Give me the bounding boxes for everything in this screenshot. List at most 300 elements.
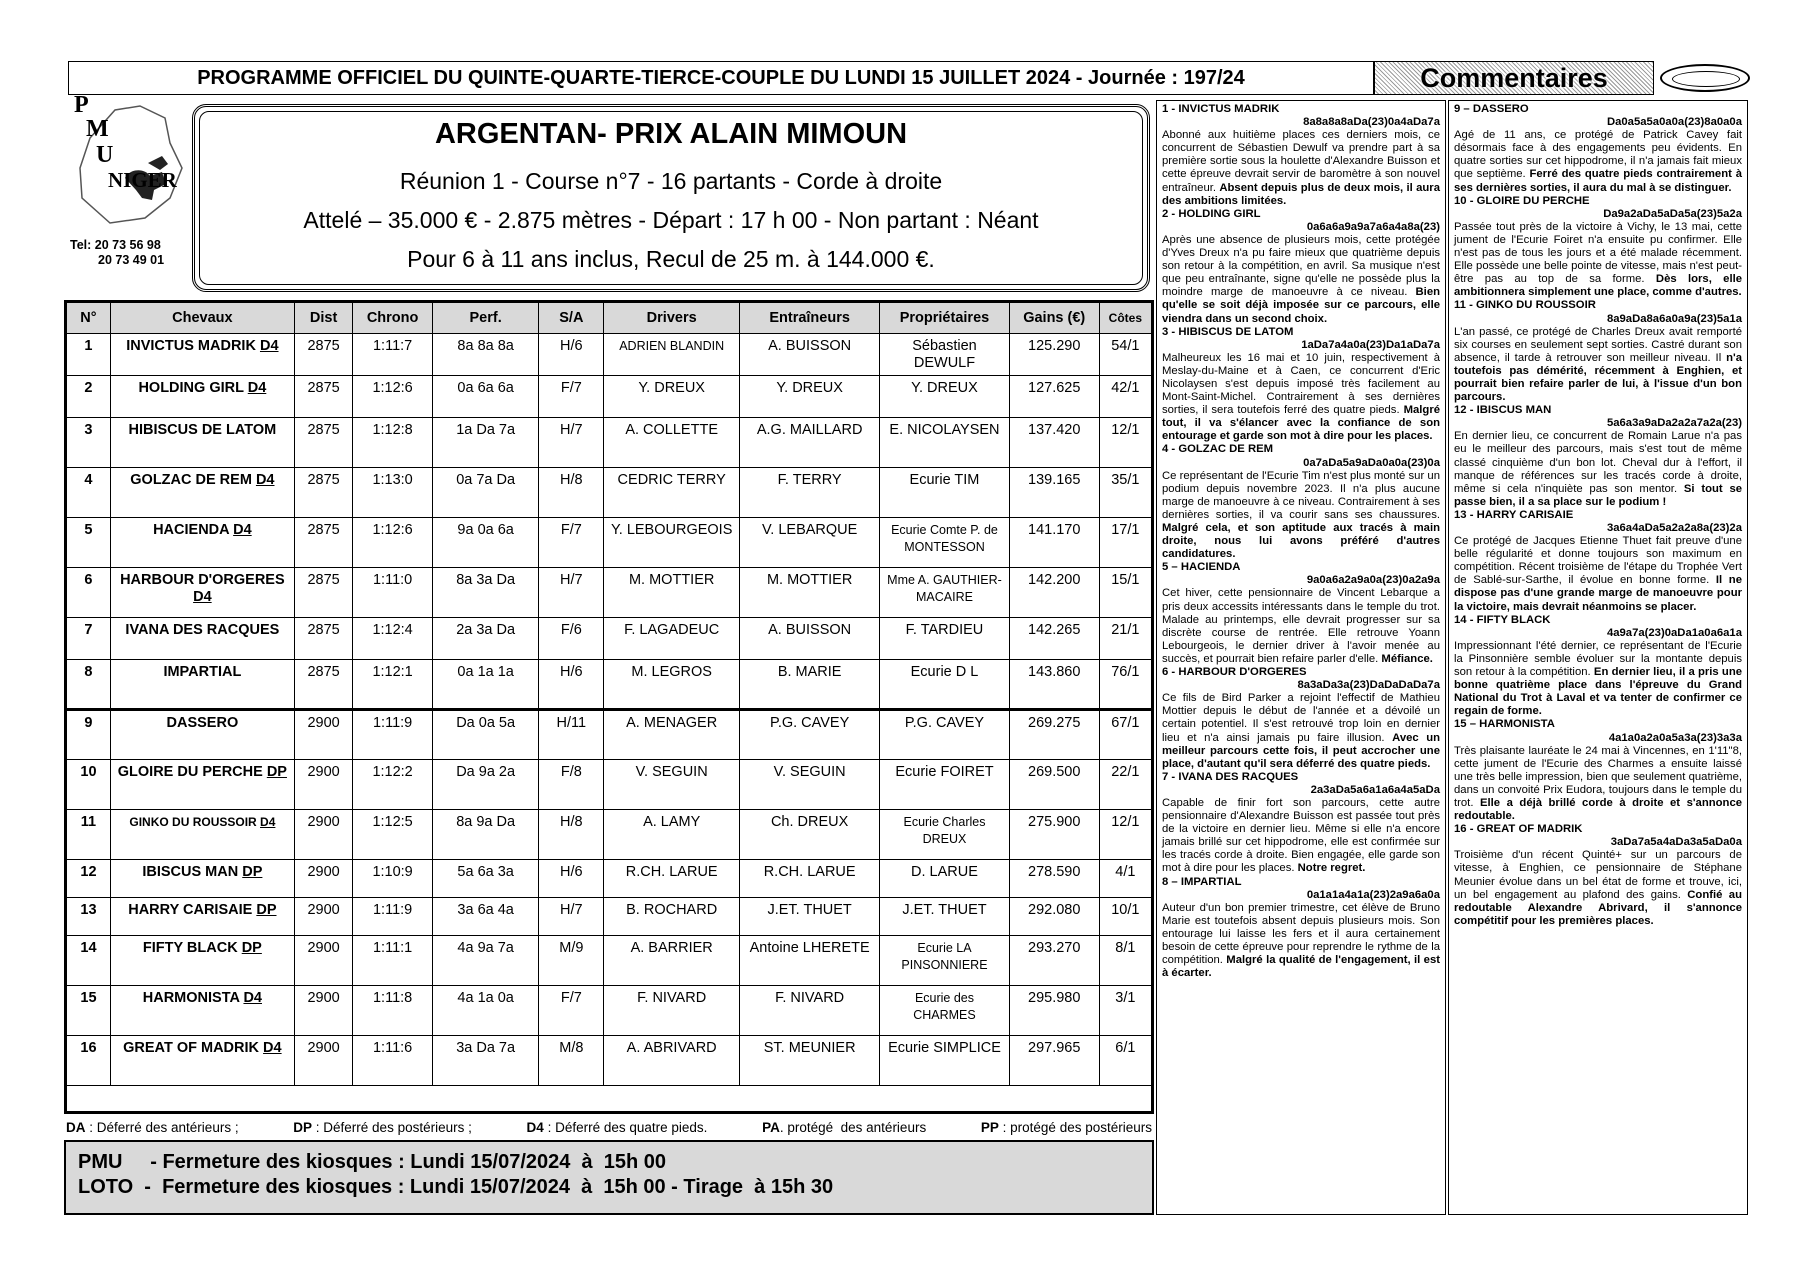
cell-horse — [110, 618, 294, 660]
cell-owner: Ecurie TIM — [880, 468, 1010, 518]
legend-code: PA — [762, 1120, 780, 1135]
comment-body — [1162, 470, 1440, 562]
cell-chrono: 1:11:9 — [353, 710, 432, 760]
comment-form-code: 0a7aDa5a9aDa0a0a(23)0a — [1303, 456, 1440, 469]
cell-perf: 4a 1a 0a — [432, 986, 539, 1036]
comment-text: Impressionnant l'été dernier, ce représentant de l'Ecurie la Pinsonnière semble évoluer sur la montante depuis son retour à la compétition. — [1454, 639, 1742, 679]
horse-name: INVICTUS MADRIK — [126, 338, 256, 354]
cell-dist: 2900 — [294, 1036, 353, 1086]
horse-name: GINKO DU ROUSSOIR — [129, 815, 257, 829]
cell-sa: H/6 — [539, 860, 604, 898]
cell-sa: F/6 — [539, 618, 604, 660]
contact-phones — [70, 238, 190, 268]
comment-verdict: Confié au redoutable Alexandre Abrivard, il s'annonce compétitif pour les premières places. — [1454, 888, 1742, 927]
horse-name: IMPARTIAL — [163, 664, 242, 680]
phone-1: Tel: 20 73 56 98 — [70, 238, 161, 252]
cell-num: 8 — [67, 660, 111, 710]
comment-item — [1454, 509, 1742, 614]
cell-dist: 2875 — [294, 568, 353, 618]
comment-body — [1162, 902, 1440, 981]
table-row — [67, 568, 1152, 618]
cell-chrono: 1:11:8 — [353, 986, 432, 1036]
cell-num: 10 — [67, 760, 111, 810]
comment-form-code: 0a1a1a4a1a(23)2a9a6a0a — [1306, 888, 1440, 901]
cell-owner: E. NICOLAYSEN — [880, 418, 1010, 468]
cell-sa: F/8 — [539, 760, 604, 810]
cell-driver: A. BARRIER — [604, 936, 740, 986]
comment-item — [1162, 771, 1440, 876]
comments-column-1 — [1156, 100, 1446, 1215]
shoeing-tag: D4 — [193, 589, 212, 605]
cell-num: 4 — [67, 468, 111, 518]
cell-chrono: 1:10:9 — [353, 860, 432, 898]
cell-gains: 275.900 — [1009, 810, 1099, 860]
cell-horse — [110, 986, 294, 1036]
logo-letter-u: U — [96, 142, 114, 168]
legend-text: : protégé des postérieurs — [998, 1120, 1152, 1135]
col-header-trainers: Entraîneurs — [740, 303, 880, 334]
comment-text: Agé de 11 ans, ce protégé de Patrick Cavey fait désormais face à des engagements peu évidents. En quatre sorties sur cet hippodrome, il n'a jamais fait mieux que septième. — [1454, 129, 1742, 181]
cell-trainer: P.G. CAVEY — [740, 710, 880, 760]
cell-perf: 1a Da 7a — [432, 418, 539, 468]
comment-verdict: Il ne dispose pas d'une grande marge de manoeuvre pour la victoire, mais devrait néanmoins se placer. — [1454, 574, 1742, 613]
cell-num: 13 — [67, 898, 111, 936]
cell-chrono: 1:11:1 — [353, 936, 432, 986]
comment-verdict: En dernier lieu, il a pris une bonne quatrième place dans l'épreuve du Grand National du Trot à Laval et va tenter de confirmer ce regain de forme. — [1454, 666, 1743, 718]
legend-item — [981, 1120, 1152, 1135]
cell-odds: 76/1 — [1099, 660, 1151, 710]
cell-num: 7 — [67, 618, 111, 660]
cell-perf: 8a 8a 8a — [432, 334, 539, 376]
legend-code: D4 — [526, 1120, 544, 1135]
cell-driver: V. SEGUIN — [604, 760, 740, 810]
cell-chrono: 1:12:6 — [353, 518, 432, 568]
cell-odds: 12/1 — [1099, 418, 1151, 468]
race-title: ARGENTAN- PRIX ALAIN MIMOUN — [434, 118, 908, 150]
comment-item — [1454, 103, 1742, 195]
comment-text: Capable de finir fort son parcours, cette autre pensionnaire d'Alexandre Buisson est passée tout près de la victoire en dernier lieu. Même si elle n'a encore jamais brillé sur cet hippodrome, elle est confirmée sur les tracés corde à droite. Bien engagée, elle garde son mot à dire pour les places. — [1162, 796, 1440, 875]
cell-driver: ADRIEN BLANDIN — [604, 334, 740, 376]
cell-gains: 278.590 — [1009, 860, 1099, 898]
cell-gains: 297.965 — [1009, 1036, 1099, 1086]
cell-owner: Ecurie SIMPLICE — [880, 1036, 1010, 1086]
table-row — [67, 1036, 1152, 1086]
horse-name: IVANA DES RACQUES — [125, 622, 280, 638]
cell-driver: CEDRIC TERRY — [604, 468, 740, 518]
table-row — [67, 418, 1152, 468]
comment-horse-name: 10 - GLOIRE DU PERCHE — [1454, 194, 1590, 207]
cell-odds: 17/1 — [1099, 518, 1151, 568]
comment-form-code: 1aDa7a4a0a(23)Da1aDa7a — [1301, 338, 1440, 351]
race-line-3: Pour 6 à 11 ans inclus, Recul de 25 m. à 144.000 €. — [407, 246, 935, 272]
shoeing-tag: DP — [266, 764, 287, 780]
cell-trainer: Y. DREUX — [740, 376, 880, 418]
comment-text: Abonné aux huitième places ces derniers mois, ce concurrent de Sébastien Dewulf va prendre part à sa première sortie sous la houlette d'Alexandre Buisson et cette épreuve devrait servir de baromètre à son nouvel entraîneur. — [1162, 129, 1440, 194]
cell-owner: Ecurie LA PINSONNIERE — [880, 936, 1010, 986]
cell-num: 1 — [67, 334, 111, 376]
cell-num: 6 — [67, 568, 111, 618]
cell-owner: Y. DREUX — [880, 376, 1010, 418]
shoeing-tag: D4 — [259, 338, 279, 354]
table-header-row — [67, 303, 1152, 334]
cell-odds: 3/1 — [1099, 986, 1151, 1036]
logo-letter-m: M — [86, 116, 109, 142]
cell-dist: 2875 — [294, 468, 353, 518]
phone-2: 20 73 49 01 — [98, 253, 165, 267]
cell-trainer: M. MOTTIER — [740, 568, 880, 618]
cell-chrono: 1:12:1 — [353, 660, 432, 710]
comment-verdict: n'a toutefois pas démérité, récemment à Enghien, et pourrait bien refaire parler de lui, à l'issue d'un bon parcours. — [1454, 351, 1743, 404]
cell-driver: A. ABRIVARD — [604, 1036, 740, 1086]
shoeing-tag: DP — [241, 940, 262, 956]
cell-horse — [110, 518, 294, 568]
cell-odds: 35/1 — [1099, 468, 1151, 518]
cell-horse — [110, 1036, 294, 1086]
comment-body — [1454, 745, 1742, 824]
comment-horse-name: 8 – IMPARTIAL — [1162, 875, 1242, 888]
cell-trainer: B. MARIE — [740, 660, 880, 710]
comment-verdict: Dès lors, elle ambitionnera simplement une place, comme d'autres. — [1454, 273, 1743, 299]
comment-body — [1454, 221, 1742, 300]
comment-verdict: Malgré la qualité de l'engagement, il est à écarter. — [1162, 954, 1440, 980]
cell-horse — [110, 710, 294, 760]
cell-trainer: A. BUISSON — [740, 334, 880, 376]
cell-gains: 293.270 — [1009, 936, 1099, 986]
table-row — [67, 376, 1152, 418]
cell-owner: Mme A. GAUTHIER-MACAIRE — [880, 568, 1010, 618]
col-header-gains: Gains (€) — [1009, 303, 1099, 334]
cell-horse — [110, 860, 294, 898]
cell-trainer: Ch. DREUX — [740, 810, 880, 860]
cell-odds: 42/1 — [1099, 376, 1151, 418]
comment-text: En dernier lieu, ce concurrent de Romain Larue n'a pas eu le meilleur des parcours, mais s'est tout de même classé cinquième d'un bon lot. Cheval dur à l'effort, il manque de références sur les tracés corde à droite, même si cela n'inquiète pas son mentor. — [1454, 430, 1742, 495]
horse-name: HIBISCUS DE LATOM — [128, 422, 277, 438]
cell-num: 2 — [67, 376, 111, 418]
comment-horse-name: 15 – HARMONISTA — [1454, 718, 1555, 731]
cell-gains: 292.080 — [1009, 898, 1099, 936]
cell-perf: 8a 3a Da — [432, 568, 539, 618]
cell-dist: 2900 — [294, 760, 353, 810]
horse-name: DASSERO — [166, 715, 239, 731]
cell-odds: 54/1 — [1099, 334, 1151, 376]
cell-trainer: J.ET. THUET — [740, 898, 880, 936]
cell-num: 14 — [67, 936, 111, 986]
cell-dist: 2900 — [294, 710, 353, 760]
comment-item — [1454, 823, 1742, 928]
cell-chrono: 1:11:9 — [353, 898, 432, 936]
comment-verdict: Elle a déjà brillé corde à droite et s'annonce redoutable. — [1454, 796, 1743, 823]
cell-gains: 127.625 — [1009, 376, 1099, 418]
race-line-1: Réunion 1 - Course n°7 - 16 partants - Corde à droite — [399, 168, 943, 194]
comment-body — [1162, 692, 1440, 771]
cell-num: 15 — [67, 986, 111, 1036]
comment-horse-name: 2 - HOLDING GIRL — [1162, 207, 1261, 220]
program-title-text: PROGRAMME OFFICIEL DU QUINTE-QUARTE-TIERCE-COUPLE DU LUNDI 15 JUILLET 2024 - Journée : 197/24 — [197, 66, 1245, 89]
cell-trainer: F. TERRY — [740, 468, 880, 518]
comment-item — [1454, 718, 1742, 823]
cell-trainer: ST. MEUNIER — [740, 1036, 880, 1086]
legend-item — [527, 1120, 708, 1135]
shoeing-tag: D4 — [247, 380, 267, 396]
horse-name: FIFTY BLACK — [142, 940, 238, 956]
table-row — [67, 618, 1152, 660]
cell-num: 16 — [67, 1036, 111, 1086]
horse-name: GLOIRE DU PERCHE — [117, 764, 263, 780]
col-header-horse: Chevaux — [110, 303, 294, 334]
comment-horse-name: 1 - INVICTUS MADRIK — [1162, 103, 1280, 115]
comment-text: Auteur d'un bon premier trimestre, cet élève de Bruno Marie est toutefois absent depuis plusieurs mois. Son entourage lui laisse les fers et il aura certainement besoin de cette épreuve pour reprendre le rythme de la compétition. — [1162, 901, 1440, 967]
comment-horse-name: 4 - GOLZAC DE REM — [1162, 443, 1274, 456]
comment-body — [1162, 797, 1440, 876]
logo-letter-p: P — [74, 92, 89, 118]
comment-form-code: 2a3aDa5a6a1a6a4a5aDa — [1310, 783, 1440, 796]
table-row — [67, 710, 1152, 760]
cell-chrono: 1:12:8 — [353, 418, 432, 468]
cell-sa: H/7 — [539, 898, 604, 936]
cell-sa: H/7 — [539, 568, 604, 618]
cell-owner: Ecurie FOIRET — [880, 760, 1010, 810]
comment-form-code: 8a3aDa3a(23)DaDaDaDa7a — [1297, 679, 1440, 692]
cell-perf: 2a 3a Da — [432, 618, 539, 660]
cell-chrono: 1:12:4 — [353, 618, 432, 660]
comment-body — [1454, 129, 1742, 194]
legend — [66, 1120, 1152, 1135]
comment-item — [1162, 561, 1440, 666]
cell-sa: M/8 — [539, 1036, 604, 1086]
comment-horse-name: 6 - HARBOUR D'ORGERES — [1162, 666, 1307, 679]
comment-item — [1454, 614, 1742, 719]
loto-closing: LOTO - Fermeture des kiosques : Lundi 15/07/2024 à 15h 00 - Tirage à 15h 30 — [78, 1176, 834, 1198]
table-row — [67, 898, 1152, 936]
comment-text: Ce protégé de Jacques Etienne Thuet fait preuve d'une belle régularité et donne toujours son maximum en compétition. Récent troisième de l'étape du Trophée Vert de Sablé-sur-Sarthe, il évolue en bonne forme. — [1454, 535, 1742, 587]
cell-odds: 12/1 — [1099, 810, 1151, 860]
cell-trainer: V. SEGUIN — [740, 760, 880, 810]
cell-sa: M/9 — [539, 936, 604, 986]
legend-text: . protégé des antérieurs — [779, 1120, 927, 1135]
cell-sa: H/8 — [539, 468, 604, 518]
comment-body — [1162, 129, 1440, 208]
comment-item — [1162, 326, 1440, 444]
comment-text: Après une absence de plusieurs mois, cette protégée d'Yves Dreux n'a pu faire mieux que quatrième depuis son retour à la compétition, en avril. Sa musique n'est que peu entraînante, signe qu'elle ne possède plus la moindre marge de manoeuvre à ce niveau. — [1162, 233, 1440, 299]
cell-owner: P.G. CAVEY — [880, 710, 1010, 760]
comment-form-code: 0a6a6a9a9a7a6a4a8a(23) — [1306, 220, 1440, 233]
comment-horse-name: 9 – DASSERO — [1454, 103, 1529, 115]
cell-sa: H/6 — [539, 660, 604, 710]
cell-num: 12 — [67, 860, 111, 898]
comment-item — [1162, 443, 1440, 561]
comment-text: Ce fils de Bird Parker a rejoint l'effectif de Mathieu Mottier depuis le début de l'année et a dévoilé un certain potentiel. Il s'est retrouvé trop loin en dernier lieu et n'a ainsi jamais pu faire illusion. — [1162, 692, 1440, 744]
cell-odds: 8/1 — [1099, 936, 1151, 986]
comments-column-2 — [1448, 100, 1748, 1215]
cell-owner: Ecurie Charles DREUX — [880, 810, 1010, 860]
comment-item — [1454, 299, 1742, 404]
comment-verdict: Avec un meilleur parcours cette fois, il peut accrocher une place, d'autant qu'il sera déferré des quatre pieds. — [1162, 731, 1440, 770]
cell-owner: Ecurie Comte P. de MONTESSON — [880, 518, 1010, 568]
legend-text: : Déferré des antérieurs ; — [85, 1120, 239, 1135]
comment-item — [1454, 404, 1742, 509]
cell-driver: F. NIVARD — [604, 986, 740, 1036]
comment-horse-name: 7 - IVANA DES RACQUES — [1162, 770, 1299, 783]
cell-gains: 143.860 — [1009, 660, 1099, 710]
comment-body — [1162, 234, 1440, 326]
comment-item — [1162, 876, 1440, 981]
horse-name: HARRY CARISAIE — [128, 902, 253, 918]
cell-gains: 269.275 — [1009, 710, 1099, 760]
cell-sa: H/7 — [539, 418, 604, 468]
comment-text: Passée tout près de la victoire à Vichy, le 13 mai, cette jument de l'Ecurie Foiret n'a ensuite pu confirmer. Elle n'est pas de tous les jours et a été malade récemment. Elle possède une belle pointe de vitesse, mais n'est peut-être pas au top de sa forme. — [1454, 220, 1742, 286]
table-row — [67, 518, 1152, 568]
comment-verdict: Si tout se passe bien, il a sa place sur le podium ! — [1454, 482, 1743, 508]
cell-odds: 67/1 — [1099, 710, 1151, 760]
cell-trainer: A. BUISSON — [740, 618, 880, 660]
table-row — [67, 860, 1152, 898]
cell-dist: 2900 — [294, 936, 353, 986]
cell-sa: H/11 — [539, 710, 604, 760]
cell-dist: 2900 — [294, 860, 353, 898]
comment-form-code: 3a6a4aDa5a2a2a8a(23)2a — [1606, 522, 1742, 534]
horse-logo-icon — [1660, 64, 1750, 92]
comments-header — [1374, 61, 1654, 95]
comment-form-code: 5a6a3a9aDa2a2a7a2a(23) — [1606, 417, 1742, 430]
cell-sa: F/7 — [539, 376, 604, 418]
cell-gains: 142.200 — [1009, 568, 1099, 618]
legend-text: : Déferré des quatre pieds. — [543, 1120, 708, 1135]
horse-name: HOLDING GIRL — [138, 380, 244, 396]
cell-perf: 0a 6a 6a — [432, 376, 539, 418]
comment-body — [1454, 640, 1742, 719]
cell-odds: 22/1 — [1099, 760, 1151, 810]
cell-horse — [110, 418, 294, 468]
comment-verdict: Bien qu'elle se soit déjà imposée sur ce parcours, elle viendra dans un second choix. — [1162, 286, 1440, 325]
table-row — [67, 936, 1152, 986]
comment-text: Très plaisante lauréate le 24 mai à Vincennes, en 1'11"8, cette jument de l'Ecurie des Charmes a ensuite laissé une très belle impression, bien que seulement quatrième, dans un convoité Prix Eudora, toujours dans le temple du trot. — [1454, 744, 1742, 809]
comment-form-code: Da9a2aDa5aDa5a(23)5a2a — [1603, 207, 1742, 220]
col-header-num: N° — [67, 303, 111, 334]
cell-perf: Da 0a 5a — [432, 710, 539, 760]
cell-num: 5 — [67, 518, 111, 568]
cell-odds: 15/1 — [1099, 568, 1151, 618]
cell-gains: 141.170 — [1009, 518, 1099, 568]
comment-horse-name: 12 - IBISCUS MAN — [1454, 404, 1552, 417]
cell-owner: F. TARDIEU — [880, 618, 1010, 660]
cell-horse — [110, 810, 294, 860]
cell-driver: Y. DREUX — [604, 376, 740, 418]
cell-horse — [110, 568, 294, 618]
race-line-2: Attelé – 35.000 € - 2.875 mètres - Départ : 17 h 00 - Non partant : Néant — [303, 207, 1039, 233]
col-header-drivers: Drivers — [604, 303, 740, 334]
cell-trainer: V. LEBARQUE — [740, 518, 880, 568]
comment-item — [1162, 666, 1440, 771]
comment-form-code: 8a9aDa8a6a0a9a(23)5a1a — [1606, 312, 1742, 325]
cell-perf: 0a 1a 1a — [432, 660, 539, 710]
cell-perf: 3a 6a 4a — [432, 898, 539, 936]
cell-chrono: 1:12:2 — [353, 760, 432, 810]
legend-code: DA — [66, 1120, 86, 1135]
comment-form-code: 8a8a8a8aDa(23)0a4aDa7a — [1303, 116, 1440, 129]
cell-perf: 4a 9a 7a — [432, 936, 539, 986]
cell-driver: Y. LEBOURGEOIS — [604, 518, 740, 568]
col-header-odds: Côtes — [1099, 303, 1151, 334]
horse-name: HARBOUR D'ORGERES — [120, 572, 285, 588]
legend-code: DP — [293, 1120, 313, 1135]
cell-owner: Ecurie D L — [880, 660, 1010, 710]
comment-item — [1162, 208, 1440, 326]
cell-dist: 2875 — [294, 418, 353, 468]
comment-text: Ce représentant de l'Ecurie Tim n'est plus monté sur un podium depuis novembre 2023. Il n'a plus aucune marge de manoeuvre à ce niveau. Contrairement à ses dernières sorties, il va courir sans ses chaussures. — [1162, 469, 1440, 521]
cell-driver: A. MENAGER — [604, 710, 740, 760]
shoeing-tag: DP — [256, 902, 277, 918]
cell-perf: 0a 7a Da — [432, 468, 539, 518]
table-row — [67, 334, 1152, 376]
horse-name: GREAT OF MADRIK — [123, 1040, 260, 1056]
cell-chrono: 1:11:6 — [353, 1036, 432, 1086]
shoeing-tag: D4 — [255, 472, 275, 488]
legend-item — [66, 1120, 239, 1135]
legend-text: : Déferré des postérieurs ; — [312, 1120, 472, 1135]
cell-driver: F. LAGADEUC — [604, 618, 740, 660]
cell-trainer: F. NIVARD — [740, 986, 880, 1036]
comment-verdict: Malgré tout, il va s'élancer avec la confiance de son entourage et garde son mot à dire pour les places. — [1162, 404, 1441, 443]
cell-perf: 5a 6a 3a — [432, 860, 539, 898]
table-row — [67, 660, 1152, 710]
cell-driver: A. COLLETTE — [604, 418, 740, 468]
shoeing-tag: DP — [242, 864, 263, 880]
cell-horse — [110, 468, 294, 518]
cell-trainer: Antoine LHERETE — [740, 936, 880, 986]
col-header-perf: Perf. — [432, 303, 539, 334]
cell-odds: 10/1 — [1099, 898, 1151, 936]
legend-item — [762, 1120, 926, 1135]
comment-item — [1454, 195, 1742, 300]
cell-driver: M. LEGROS — [604, 660, 740, 710]
cell-gains: 142.265 — [1009, 618, 1099, 660]
comment-form-code: Da0a5a5a0a0a(23)8a0a0a — [1606, 116, 1742, 129]
cell-driver: B. ROCHARD — [604, 898, 740, 936]
cell-sa: F/7 — [539, 518, 604, 568]
shoeing-tag: D4 — [243, 990, 262, 1006]
cell-horse — [110, 660, 294, 710]
cell-trainer: R.CH. LARUE — [740, 860, 880, 898]
comment-horse-name: 3 - HIBISCUS DE LATOM — [1162, 325, 1294, 338]
cell-chrono: 1:13:0 — [353, 468, 432, 518]
comment-form-code: 4a9a7a(23)0aDa1a0a6a1a — [1606, 626, 1742, 639]
pmu-closing: PMU - Fermeture des kiosques : Lundi 15/07/2024 à 15h 00 — [78, 1151, 666, 1173]
closing-info — [64, 1140, 1154, 1215]
cell-perf: Da 9a 2a — [432, 760, 539, 810]
comment-text: Troisième d'un récent Quinté+ sur un parcours de vitesse, à Enghien, ce pensionnaire de Stéphane Meunier évolue dans un bel état de forme et trouve, ici, un bel engagement au plafond des gains. — [1454, 849, 1742, 901]
cell-odds: 21/1 — [1099, 618, 1151, 660]
cell-chrono: 1:11:0 — [353, 568, 432, 618]
cell-dist: 2900 — [294, 810, 353, 860]
cell-gains: 139.165 — [1009, 468, 1099, 518]
horse-name: GOLZAC DE REM — [130, 472, 252, 488]
horse-name: HACIENDA — [153, 522, 230, 538]
shoeing-tag: D4 — [263, 1040, 282, 1056]
cell-horse — [110, 334, 294, 376]
cell-dist: 2900 — [294, 986, 353, 1036]
cell-gains: 295.980 — [1009, 986, 1099, 1036]
comment-verdict: Absent depuis plus de deux mois, il aura des ambitions limitées. — [1162, 181, 1440, 207]
cell-dist: 2900 — [294, 898, 353, 936]
comment-horse-name: 5 – HACIENDA — [1162, 561, 1241, 574]
cell-gains: 125.290 — [1009, 334, 1099, 376]
cell-dist: 2875 — [294, 518, 353, 568]
shoeing-tag: D4 — [260, 815, 276, 829]
cell-owner: Ecurie des CHARMES — [880, 986, 1010, 1036]
comment-horse-name: 14 - FIFTY BLACK — [1454, 613, 1551, 626]
comment-verdict: Malgré cela, et son aptitude aux tracés à main droite, nous lui avons préféré d'autres candidatures. — [1162, 522, 1440, 561]
cell-sa: F/7 — [539, 986, 604, 1036]
